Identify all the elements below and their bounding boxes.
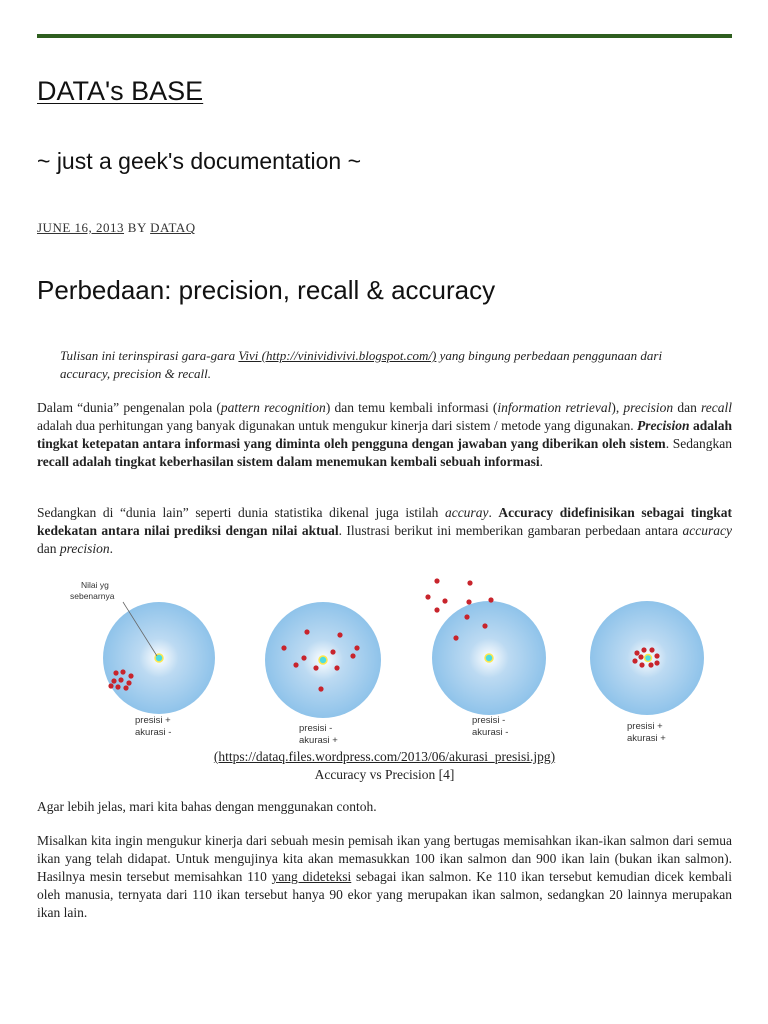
target-panel-4 (590, 601, 704, 744)
paragraph-example-intro: Agar lebih jelas, mari kita bahas dengan menggunakan contoh. (37, 799, 377, 814)
panel-4-label-1: presisi + (627, 721, 663, 732)
text-span: ), (611, 400, 624, 415)
text-span: . Ilustrasi berikut ini memberikan gambaran perbedaan antara (338, 523, 683, 538)
by-label: BY (127, 220, 147, 235)
target-center (319, 656, 327, 664)
paragraph-salmon-example (37, 832, 732, 922)
panel-2-label-1: presisi - (299, 723, 333, 734)
text-span: Dalam “dunia” pengenalan pola ( (37, 400, 221, 415)
top-border (37, 34, 732, 38)
term-accuray: accuray (444, 505, 489, 520)
image-source-link[interactable]: (https://dataq.files.wordpress.com/2013/06/akurasi_presisi.jpg) (213, 749, 556, 764)
text-span: . (109, 541, 113, 556)
post-date-link[interactable]: JUNE 16, 2013 (37, 220, 125, 235)
term-accuracy: accuracy (682, 523, 732, 538)
figure-caption (37, 748, 732, 784)
author-link[interactable]: DATAQ (150, 220, 196, 235)
annotation-line-1: Nilai yg (81, 580, 109, 590)
term-recall: recall (701, 400, 733, 415)
panel-4-label-2: akurasi + (627, 733, 666, 744)
target-center (485, 654, 493, 662)
target-panel-3 (425, 578, 546, 738)
term-precision-2: precision (59, 541, 110, 556)
text-span: . (488, 505, 499, 520)
annotation-line-2: sebenarnya (70, 591, 115, 601)
post-title: Perbedaan: precision, recall & accuracy (37, 275, 496, 305)
panel-2-label-2: akurasi + (299, 735, 338, 746)
text-span: Sedangkan di “dunia lain” seperti dunia statistika dikenal juga istilah (37, 505, 445, 520)
precision-definition: adalah tingkat ketepatan antara informasi yang diminta oleh pengguna dengan jawaban yang diberikan oleh sistem (37, 418, 732, 451)
accuracy-precision-figure (37, 572, 732, 752)
term-information-retrieval: information retrieval (497, 400, 612, 415)
paragraph-precision-recall (37, 399, 732, 471)
bold-precision: Precision (637, 418, 690, 433)
text-span: . Sedangkan (665, 436, 732, 451)
quote-prefix: Tulisan ini terinspirasi gara-gara (60, 348, 236, 363)
panel-3-label-1: presisi - (472, 715, 506, 726)
text-span: adalah dua perhitungan yang banyak digunakan untuk mengukur kinerja dari sistem / metode yang digunakan. (37, 418, 638, 433)
target-panel-1 (70, 580, 215, 738)
intro-quote (60, 347, 710, 383)
paragraph-accuracy (37, 504, 732, 558)
target-center (645, 655, 652, 662)
vivi-link[interactable]: Vivi (http://vinividivivi.blogspot.com/) (238, 348, 437, 363)
quote-suffix: yang bingung perbedaan penggunaan dari accuracy, precision & recall. (60, 348, 663, 381)
caption-title: Accuracy vs Precision [4] (314, 767, 455, 782)
term-pattern-recognition: pattern recognition (220, 400, 326, 415)
text-span: Misalkan kita ingin mengukur kinerja dari sebuah mesin pemisah ikan yang bertugas memisahkan ikan-ikan salmon dari semua ikan yang telah didapat. Untuk mengujinya kita akan memasukkan 100 ikan salmon dan 900 ikan lain (bukan ikan salmon). Hasilnya mesin tersebut memisahkan 110 (37, 833, 732, 884)
panel-1-label-2: akurasi - (135, 727, 172, 738)
panel-1-label-1: presisi + (135, 715, 171, 726)
panel-3-label-2: akurasi - (472, 727, 509, 738)
post-meta (37, 220, 196, 236)
site-title-link[interactable]: DATA's BASE (37, 76, 204, 106)
term-precision: precision (623, 400, 674, 415)
text-span: ) dan temu kembali informasi ( (325, 400, 498, 415)
site-tagline: ~ just a geek's documentation ~ (37, 148, 362, 174)
underlined-term: yang dideteksi (271, 869, 352, 884)
text-span: sebagai ikan salmon. Ke 110 ikan tersebut kemudian dicek kembali oleh manusia, ternyata dari 110 ikan tersebut hanya 90 ekor yang merupakan ikan salmon, sedangkan 20 lainnya merupakan ikan lain. (37, 869, 732, 920)
text-span: . (539, 454, 544, 469)
recall-definition: recall adalah tingkat keberhasilan sistem dalam menemukan kembali sebuah informasi (37, 454, 540, 469)
target-panel-2 (265, 602, 381, 746)
accuracy-definition: Accuracy didefinisikan sebagai tingkat kedekatan antara nilai prediksi dengan nilai aktual (37, 505, 733, 538)
text-span: dan (37, 541, 60, 556)
text-span: dan (673, 400, 702, 415)
